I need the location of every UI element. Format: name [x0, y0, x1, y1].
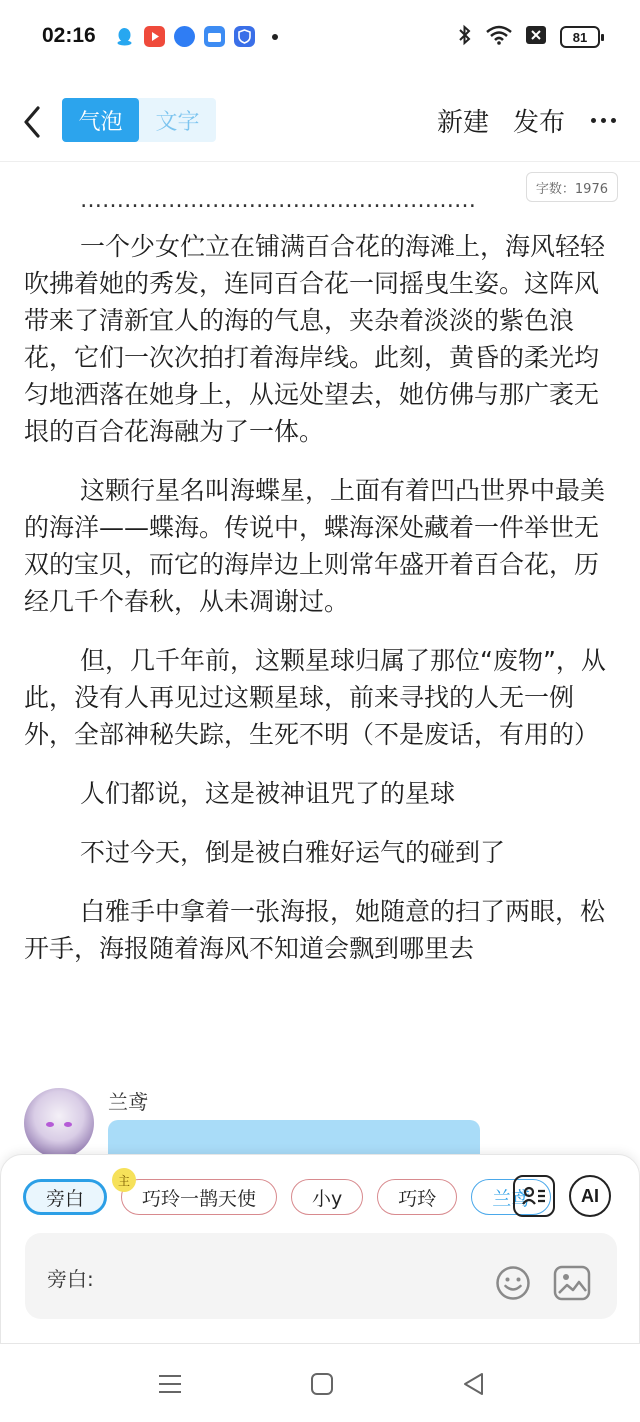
emoji-icon[interactable]: [495, 1265, 531, 1301]
image-icon[interactable]: [553, 1265, 591, 1301]
role-chip-label: 小y: [312, 1187, 343, 1210]
publish-button[interactable]: 发布: [512, 108, 565, 138]
tab-text[interactable]: 文字: [155, 109, 200, 135]
input-role-label: 旁白:: [47, 1267, 94, 1291]
wifi-icon: [486, 25, 512, 49]
home-icon[interactable]: [308, 1370, 336, 1398]
new-button[interactable]: 新建: [436, 108, 489, 138]
message-input[interactable]: [25, 1233, 617, 1319]
top-actions: [437, 102, 616, 139]
battery-indicator: 81: [560, 26, 600, 48]
tab-bubble[interactable]: 气泡: [62, 98, 139, 142]
role-chip-narrator[interactable]: [23, 1179, 107, 1215]
status-bar: [0, 0, 640, 76]
paragraph: 但，几千年前，这颗星球归属了那位“废物”，从此，没有人再见过这颗星球，前来寻找的人无一例外，全部神秘失踪，生死不明（不是废话，有用的）: [24, 646, 606, 749]
back-button[interactable]: [18, 102, 50, 142]
paragraph: 不过今天，倒是被白雅好运气的碰到了: [80, 838, 506, 867]
back-triangle-icon[interactable]: [460, 1370, 488, 1398]
word-count-badge: 字数：1976: [526, 172, 618, 202]
compose-panel: [0, 1154, 640, 1344]
mode-switch: [62, 98, 216, 142]
bluetooth-icon: [458, 24, 472, 50]
role-card-icon[interactable]: [513, 1175, 555, 1217]
top-bar: [0, 84, 640, 162]
role-chip-qiaoling-angel[interactable]: [118, 1173, 277, 1215]
role-chip-label: 巧玲一鹊天使: [142, 1187, 257, 1210]
no-sim-icon: [526, 26, 546, 48]
avatar-eye: [64, 1122, 72, 1127]
status-time: 02:16: [42, 24, 96, 47]
avatar-eye: [46, 1122, 54, 1127]
main-role-badge: 主: [112, 1168, 136, 1192]
role-chip-xiaoy[interactable]: [291, 1179, 363, 1215]
paragraph: 这颗行星名叫海蝶星，上面有着凹凸世界中最美的海洋——蝶海。传说中，蝶海深处藏着一件举世无双的宝贝，而它的海岸边上则常年盛开着百合花，历经几千个春秋，从未凋谢过。: [24, 476, 606, 616]
separator-line: ………………………………………………: [80, 188, 476, 213]
avatar[interactable]: [24, 1088, 94, 1158]
system-nav-bar: [0, 1344, 640, 1422]
role-chip-label: 兰鸢: [492, 1187, 531, 1210]
role-selector: [23, 1173, 531, 1219]
more-options-icon[interactable]: [589, 106, 616, 136]
role-chip-label: 旁白: [46, 1187, 85, 1210]
role-chip-label: 巧玲: [398, 1187, 437, 1210]
paragraph: 人们都说，这是被神诅咒了的星球: [80, 779, 456, 808]
recents-menu-icon[interactable]: [156, 1370, 184, 1398]
qq-icon: [114, 26, 135, 47]
role-chip-qiaoling[interactable]: [377, 1179, 457, 1215]
notification-icons: [114, 26, 278, 47]
video-icon: [144, 26, 165, 47]
paragraph: 白雅手中拿着一张海报，她随意的扫了两眼，松开手，海报随着海风不知道会飘到哪里去: [24, 897, 606, 963]
ai-button[interactable]: AI: [569, 1175, 611, 1217]
chat-speaker-name: 兰鸢: [108, 1090, 148, 1114]
chat-message[interactable]: [24, 1084, 616, 1164]
status-right: [458, 24, 600, 50]
folder-icon: [204, 26, 225, 47]
shield-icon: [234, 26, 255, 47]
more-notifications-dot: [272, 34, 278, 40]
feather-icon: [174, 26, 195, 47]
paragraph: 一个少女伫立在铺满百合花的海滩上，海风轻轻吹拂着她的秀发，连同百合花一同摇曳生姿。这阵风带来了清新宜人的海的气息，夹杂着淡淡的紫色浪花，它们一次次拍打着海岸线。此刻，黄昏的柔光均匀地洒落在她身上，从远处望去，她仿佛与那广袤无垠的百合花海融为了一体。: [24, 232, 606, 446]
chevron-left-icon: [18, 102, 50, 142]
story-content[interactable]: [24, 190, 616, 989]
